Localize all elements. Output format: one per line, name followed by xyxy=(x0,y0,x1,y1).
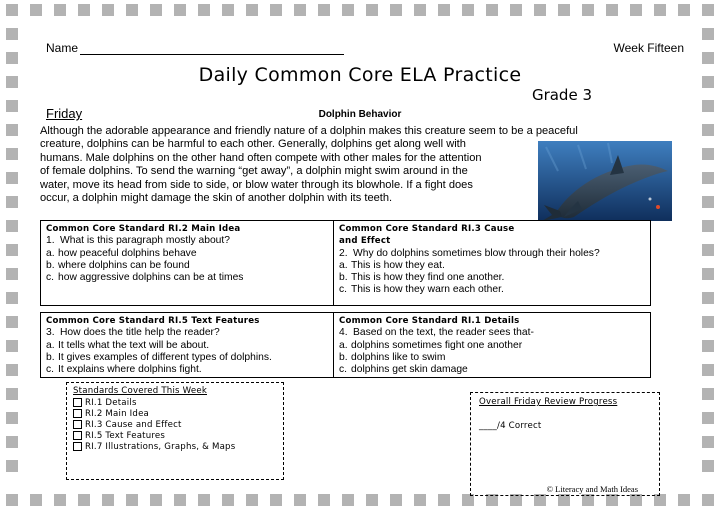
grade-label: Grade 3 xyxy=(531,86,592,104)
question-box-text-features xyxy=(40,312,334,378)
border-square xyxy=(270,494,282,506)
answer-option-c[interactable]: c. This is how they warn each other. xyxy=(339,284,504,296)
border-square xyxy=(174,494,186,506)
border-square xyxy=(702,220,714,232)
question-box-details xyxy=(333,312,651,378)
border-square xyxy=(702,76,714,88)
border-square xyxy=(174,4,186,16)
answer-option-b[interactable]: b. dolphins like to swim xyxy=(339,351,446,363)
border-square xyxy=(6,364,18,376)
border-square xyxy=(294,494,306,506)
answer-option-b[interactable]: b. This is how they find one another. xyxy=(339,272,505,284)
week-label: Week Fifteen xyxy=(613,41,684,55)
question-number: 2. xyxy=(339,247,348,259)
worksheet xyxy=(24,24,696,494)
border-square xyxy=(702,460,714,472)
standards-checklist xyxy=(66,382,284,480)
standard-checkbox-item[interactable]: RI.7 Illustrations, Graphs, & Maps xyxy=(73,441,277,452)
answer-option-c[interactable]: c. how aggressive dolphins can be at times xyxy=(46,272,244,284)
checkbox[interactable] xyxy=(73,442,82,451)
border-square xyxy=(678,4,690,16)
border-square xyxy=(318,494,330,506)
dolphin-photo xyxy=(538,141,672,221)
border-square xyxy=(462,4,474,16)
border-square xyxy=(342,4,354,16)
standard-checkbox-item[interactable]: RI.2 Main Idea xyxy=(73,408,277,419)
standard-heading: Common Core Standard RI.1 Details xyxy=(339,316,520,326)
border-square xyxy=(558,4,570,16)
border-square xyxy=(102,494,114,506)
border-square xyxy=(6,388,18,400)
border-square xyxy=(6,172,18,184)
standard-heading: Common Core Standard RI.5 Text Features xyxy=(46,316,260,326)
answer-option-b[interactable]: b. It gives examples of different types of dolphins. xyxy=(46,351,272,363)
border-square xyxy=(702,316,714,328)
question-number: 3. xyxy=(46,327,55,339)
border-square xyxy=(294,4,306,16)
border-square xyxy=(630,4,642,16)
answer-option-a[interactable]: a. This is how they eat. xyxy=(339,259,445,271)
border-square xyxy=(6,52,18,64)
checkbox[interactable] xyxy=(73,420,82,429)
border-square xyxy=(702,52,714,64)
border-square xyxy=(534,4,546,16)
passage-title: Dolphin Behavior xyxy=(318,109,402,120)
border-square xyxy=(702,244,714,256)
border-square xyxy=(606,4,618,16)
border-square xyxy=(6,28,18,40)
border-square xyxy=(6,196,18,208)
border-square xyxy=(582,4,594,16)
question-text: What is this paragraph mostly about? xyxy=(60,235,230,247)
border-square xyxy=(702,148,714,160)
name-field[interactable] xyxy=(46,41,344,55)
border-square xyxy=(6,436,18,448)
passage-line: humans. Male dolphins on the other hand often compete with other males for the attention xyxy=(40,151,482,164)
review-title: Overall Friday Review Progress xyxy=(479,397,618,407)
border-square xyxy=(150,4,162,16)
border-square xyxy=(702,436,714,448)
border-square xyxy=(414,494,426,506)
standard-heading-continued: and Effect xyxy=(339,236,391,247)
passage-line: Although the adorable appearance and friendly nature of a dolphin makes this creature seem to be a peaceful xyxy=(40,125,578,137)
border-square xyxy=(198,4,210,16)
border-square xyxy=(6,100,18,112)
review-score[interactable]: ____/4 Correct xyxy=(479,421,542,431)
checkbox[interactable] xyxy=(73,409,82,418)
question-box-cause-effect xyxy=(333,220,651,306)
standard-heading: Common Core Standard RI.2 Main Idea xyxy=(46,224,241,234)
border-square xyxy=(270,4,282,16)
passage-line: creature, dolphins can be harmful to each other. Generally, dolphins get along well with xyxy=(40,138,466,151)
border-square xyxy=(702,4,714,16)
border-square xyxy=(702,28,714,40)
border-square xyxy=(486,4,498,16)
border-square xyxy=(654,4,666,16)
border-square xyxy=(126,4,138,16)
border-square xyxy=(6,76,18,88)
border-square xyxy=(438,4,450,16)
answer-option-c[interactable]: c. It explains where dolphins fight. xyxy=(46,364,202,376)
review-progress-box xyxy=(470,392,660,496)
border-square xyxy=(702,100,714,112)
answer-option-a[interactable]: a. It tells what the text will be about. xyxy=(46,339,210,351)
border-square xyxy=(6,244,18,256)
question-box-main-idea xyxy=(40,220,334,306)
standard-checkbox-item[interactable]: RI.5 Text Features xyxy=(73,430,277,441)
border-square xyxy=(6,148,18,160)
border-square xyxy=(366,4,378,16)
standards-title: Standards Covered This Week xyxy=(73,386,207,396)
border-square xyxy=(702,388,714,400)
border-square xyxy=(342,494,354,506)
border-square xyxy=(318,4,330,16)
border-square xyxy=(222,494,234,506)
standard-heading: Common Core Standard RI.3 Cause xyxy=(339,224,515,234)
border-square xyxy=(6,316,18,328)
border-square xyxy=(198,494,210,506)
checkbox[interactable] xyxy=(73,398,82,407)
border-square xyxy=(702,340,714,352)
name-label: Name xyxy=(46,41,79,55)
border-square xyxy=(438,494,450,506)
border-square xyxy=(702,364,714,376)
border-square xyxy=(702,124,714,136)
border-square xyxy=(366,494,378,506)
border-square xyxy=(702,412,714,424)
passage-line: of female dolphins. To send the warning “get away”, a dolphin might swim around in the xyxy=(40,165,468,178)
answer-option-a[interactable]: a. how peaceful dolphins behave xyxy=(46,247,197,259)
border-square xyxy=(702,172,714,184)
border-square xyxy=(30,4,42,16)
question-text: How does the title help the reader? xyxy=(60,327,220,339)
border-square xyxy=(246,494,258,506)
border-square xyxy=(6,292,18,304)
border-square xyxy=(222,4,234,16)
question-text: Why do dolphins sometimes blow through their holes? xyxy=(353,247,600,259)
answer-option-a[interactable]: a. dolphins sometimes fight one another xyxy=(339,339,523,351)
border-square xyxy=(150,494,162,506)
checkbox[interactable] xyxy=(73,431,82,440)
border-square xyxy=(78,4,90,16)
border-square xyxy=(6,340,18,352)
standard-checkbox-item[interactable]: RI.3 Cause and Effect xyxy=(73,419,277,430)
answer-option-c[interactable]: c. dolphins get skin damage xyxy=(339,364,468,376)
standard-checkbox-item[interactable]: RI.1 Details xyxy=(73,397,277,408)
question-number: 1. xyxy=(46,235,55,247)
border-square xyxy=(390,494,402,506)
border-square xyxy=(30,494,42,506)
border-square xyxy=(6,412,18,424)
question-text: Based on the text, the reader sees that- xyxy=(353,327,534,339)
border-square xyxy=(126,494,138,506)
border-square xyxy=(102,4,114,16)
border-square xyxy=(510,4,522,16)
day-label: Friday xyxy=(46,106,83,121)
border-square xyxy=(702,196,714,208)
border-square xyxy=(54,494,66,506)
passage-line: occur, a dolphin might damage the skin of another dolphin with its teeth. xyxy=(40,192,393,205)
border-square xyxy=(6,4,18,16)
border-square xyxy=(702,292,714,304)
border-square xyxy=(6,460,18,472)
border-square xyxy=(6,220,18,232)
border-square xyxy=(702,268,714,280)
border-square xyxy=(246,4,258,16)
question-number: 4. xyxy=(339,327,348,339)
answer-option-b[interactable]: b. where dolphins can be found xyxy=(46,259,190,271)
border-square xyxy=(390,4,402,16)
name-blank-line[interactable] xyxy=(80,42,344,55)
border-square xyxy=(6,124,18,136)
page-title: Daily Common Core ELA Practice xyxy=(198,64,522,86)
border-square xyxy=(702,494,714,506)
border-square xyxy=(414,4,426,16)
passage-line: water, move its head from side to side, or blow water through its blowhole. If a fight does xyxy=(40,178,473,191)
border-square xyxy=(6,268,18,280)
border-square xyxy=(678,494,690,506)
copyright-notice: © Literacy and Math Ideas xyxy=(546,484,638,494)
border-square xyxy=(6,494,18,506)
border-square xyxy=(54,4,66,16)
border-square xyxy=(78,494,90,506)
